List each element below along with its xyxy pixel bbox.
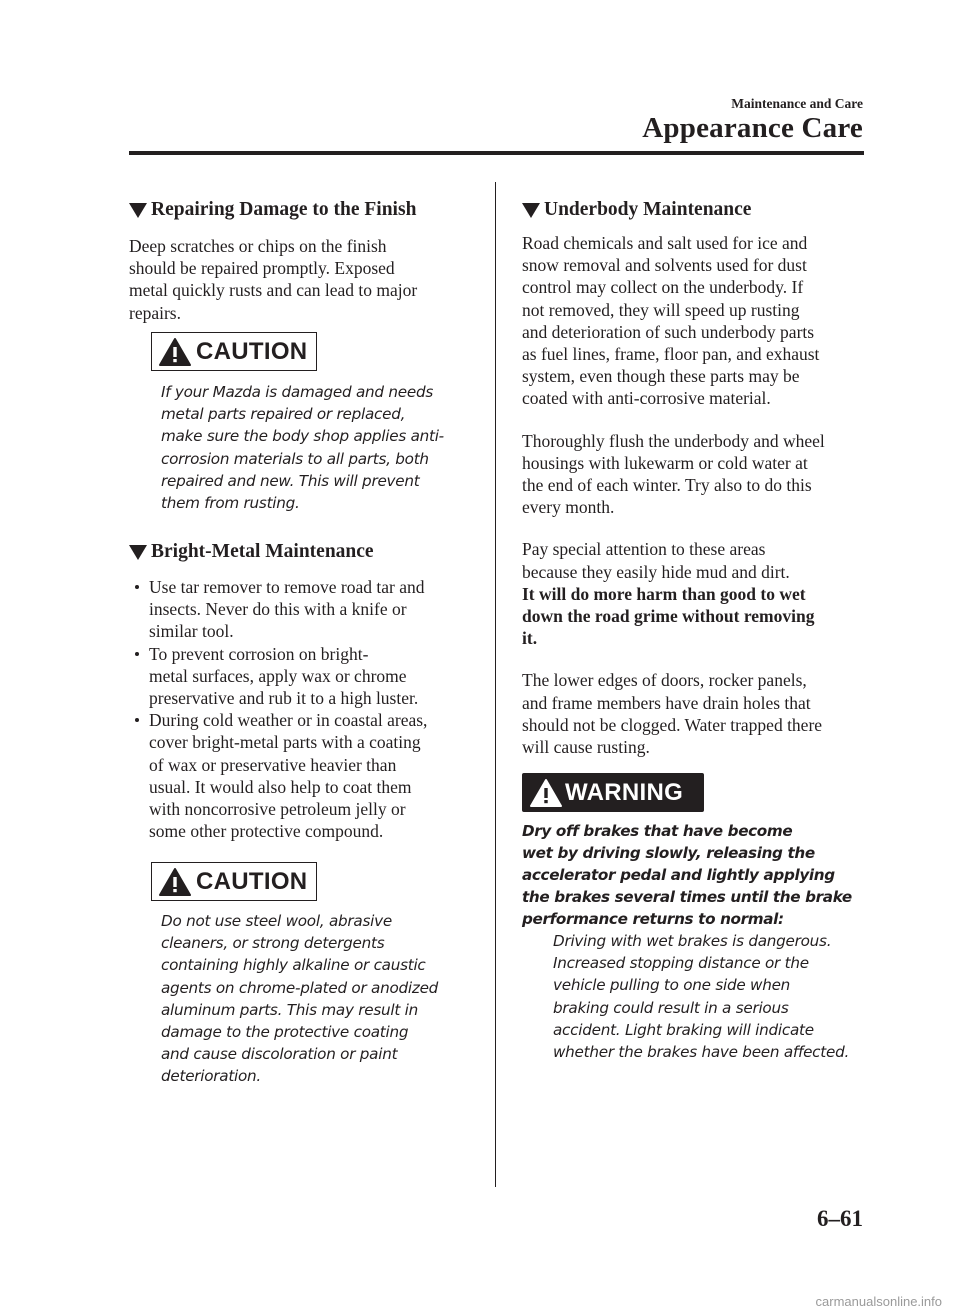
caution-text-1: If your Mazda is damaged and needs metal parts repaired or replaced, make sure the body shop applies anti- corrosion materials to all parts, both repaired and new. This will prevent them from rusting. [161, 383, 444, 513]
warning-label: WARNING [565, 778, 684, 806]
caution-label: CAUTION [196, 867, 308, 895]
caution-badge-1 [151, 332, 317, 371]
warning-badge [522, 773, 704, 812]
triangle-down-icon [129, 203, 147, 218]
section-underbody [522, 198, 862, 758]
section-repair [129, 198, 469, 324]
underbody-heading: Underbody Maintenance [522, 198, 862, 222]
caution-text-2: Do not use steel wool, abrasive cleaners, or strong detergents containing highly alkaline or caustic agents on chrome-plated or anodized aluminum parts. This may result in damage to the protective coating and cause discoloration or paint deterioration. [161, 912, 439, 1086]
triangle-down-icon [522, 203, 540, 218]
caution-label: CAUTION [196, 337, 308, 365]
warning-text: Driving with wet brakes is dangerous. Increased stopping distance or the vehicle pulling to one side when braking could result in a serious accident. Light braking will indicate whether the brakes have been affected. [553, 932, 850, 1062]
section-label: Maintenance and Care [731, 96, 863, 111]
section-bright-metal [129, 540, 469, 842]
underbody-paragraph-4: The lower edges of doors, rocker panels, and frame members have drain holes that should not be clogged. Water trapped there will cause rusting. [522, 670, 823, 758]
list-item: Use tar remover to remove road tar and insects. Never do this with a knife or similar tool. [129, 576, 469, 643]
repair-heading: Repairing Damage to the Finish [129, 198, 469, 222]
page-number: 6–61 [817, 1206, 863, 1231]
bright-bullet-list [129, 576, 469, 842]
warning-bold-text: Dry off brakes that have become wet by driving slowly, releasing the accelerator pedal and lightly applying the brakes several times until the brake performance returns to normal: [522, 822, 852, 928]
warning-triangle-icon [158, 336, 192, 368]
list-item: During cold weather or in coastal areas, cover bright-metal parts with a coating of wax or preservative heavier than usual. It would also help to coat them with noncorrosive petroleum jelly or some other protective compound. [129, 709, 469, 842]
column-divider [495, 182, 496, 1187]
list-item: To prevent corrosion on bright- metal surfaces, apply wax or chrome preservative and rub it to a high luster. [129, 643, 469, 710]
triangle-down-icon [129, 545, 147, 560]
underbody-paragraph-2: Thoroughly flush the underbody and wheel housings with lukewarm or cold water at the end of each winter. Try also to do this every month. [522, 430, 825, 518]
header-rule [129, 151, 864, 155]
bullet-icon [135, 652, 139, 656]
warning-triangle-icon [529, 777, 563, 809]
page-title: Appearance Care [642, 112, 863, 144]
warning-triangle-icon [158, 866, 192, 898]
underbody-paragraph-1: Road chemicals and salt used for ice and snow removal and solvents used for dust control may collect on the underbody. If not removed, they will speed up rusting and deterioration of such underbody parts as fuel lines, frame, floor pan, and exhaust system, even though these parts may be coated with anti-corrosive material. [522, 233, 820, 409]
bullet-icon [135, 718, 139, 722]
watermark: carmanualsonline.info [815, 1294, 942, 1309]
caution-badge-2 [151, 862, 317, 901]
bright-heading: Bright-Metal Maintenance [129, 540, 469, 564]
underbody-paragraph-3: Pay special attention to these areas because they easily hide mud and dirt. It will do more harm than good to wet down the road grime without removing it. [522, 539, 815, 649]
bullet-icon [135, 585, 139, 589]
repair-paragraph: Deep scratches or chips on the finish should be repaired promptly. Exposed metal quickly rusts and can lead to major repairs. [129, 236, 418, 323]
